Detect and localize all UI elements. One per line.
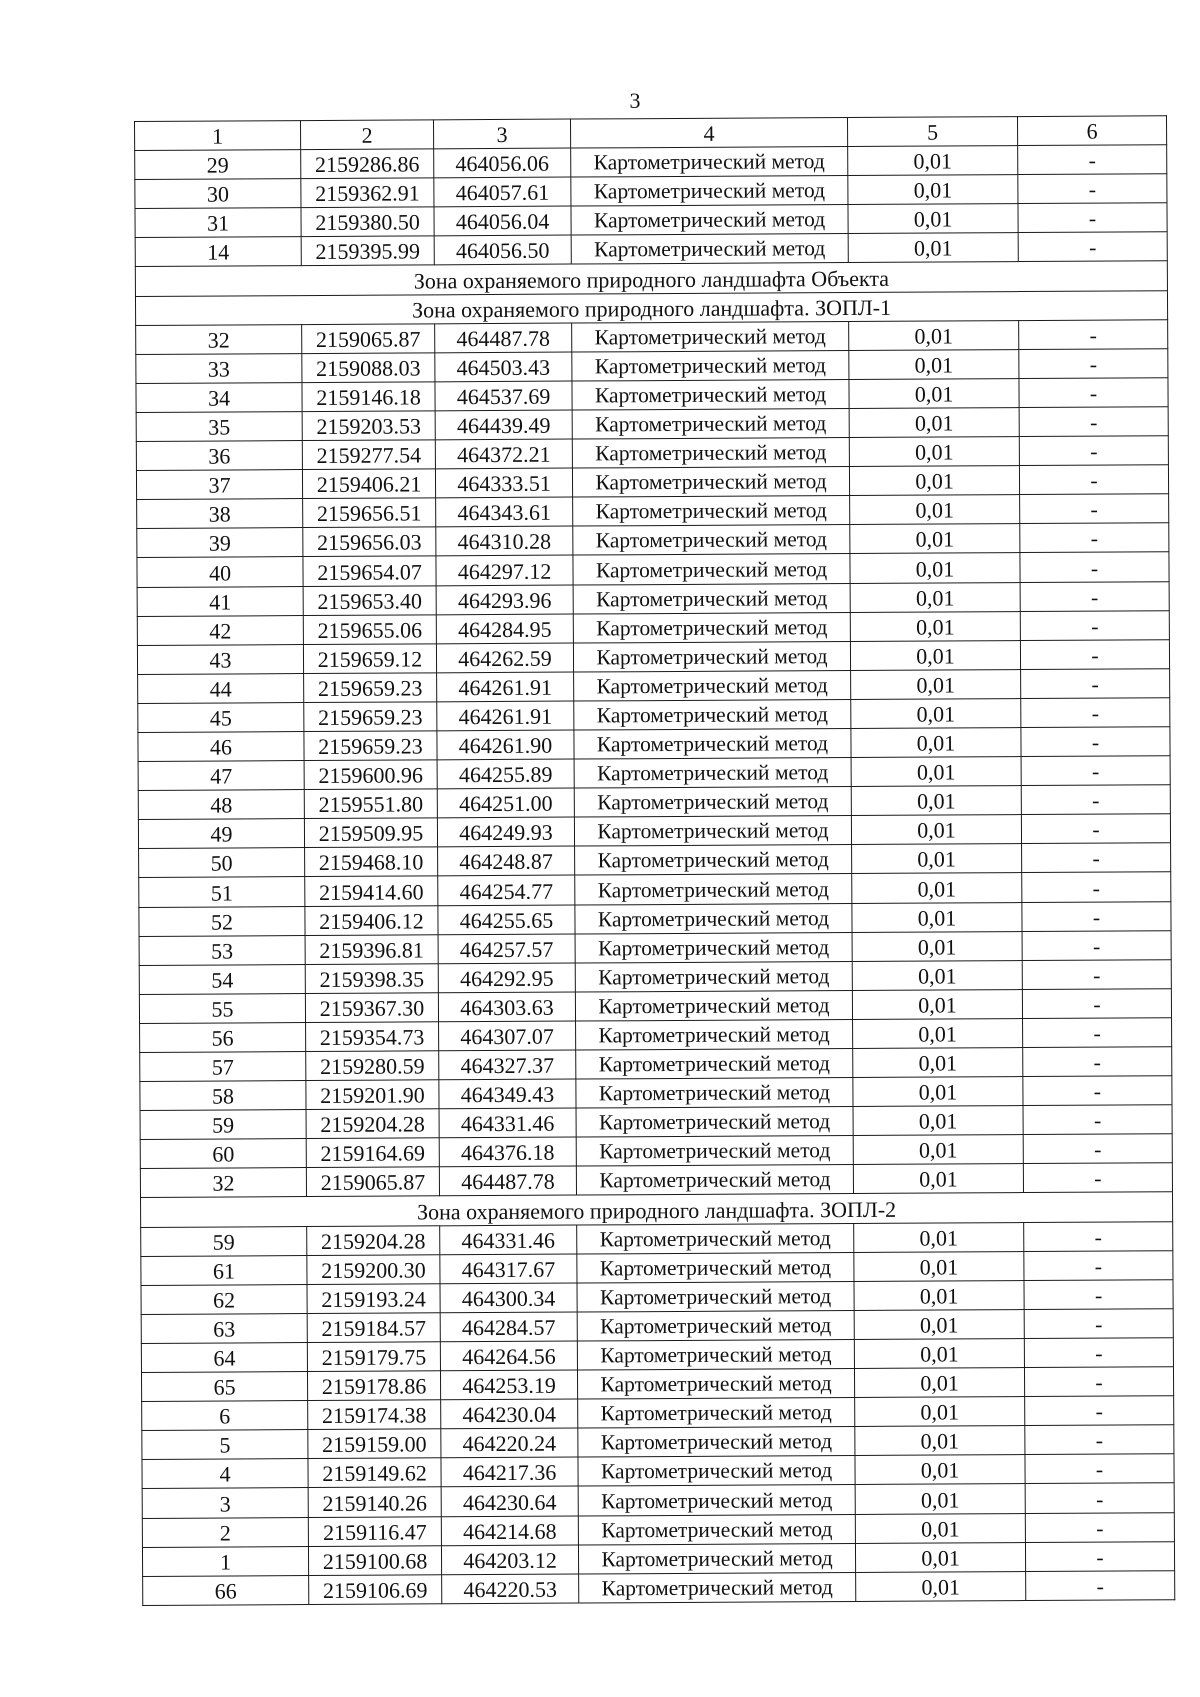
accuracy-cell: 0,01 bbox=[852, 931, 1022, 961]
accuracy-cell: 0,01 bbox=[850, 524, 1020, 554]
y-coordinate-cell: 464372.21 bbox=[435, 439, 572, 469]
point-number-cell: 45 bbox=[138, 702, 304, 732]
column-number: 5 bbox=[847, 117, 1017, 147]
accuracy-cell: 0,01 bbox=[852, 873, 1022, 903]
point-number-cell: 34 bbox=[136, 382, 302, 412]
point-number-cell: 35 bbox=[136, 412, 302, 442]
method-cell: Картометрический метод bbox=[576, 1019, 853, 1050]
note-cell: - bbox=[1023, 1047, 1172, 1077]
y-coordinate-cell: 464376.18 bbox=[439, 1137, 576, 1167]
accuracy-cell: 0,01 bbox=[852, 844, 1022, 874]
note-cell: - bbox=[1022, 901, 1171, 931]
x-coordinate-cell: 2159659.12 bbox=[303, 644, 436, 674]
y-coordinate-cell: 464487.78 bbox=[435, 323, 572, 353]
method-cell: Картометрический метод bbox=[572, 438, 849, 469]
x-coordinate-cell: 2159653.40 bbox=[303, 585, 436, 615]
accuracy-cell: 0,01 bbox=[853, 1135, 1023, 1165]
y-coordinate-cell: 464230.64 bbox=[441, 1486, 578, 1516]
note-cell: - bbox=[1023, 1105, 1172, 1135]
y-coordinate-cell: 464261.91 bbox=[437, 672, 574, 702]
column-number: 4 bbox=[570, 118, 847, 149]
method-cell: Картометрический метод bbox=[573, 612, 850, 643]
note-cell: - bbox=[1023, 1076, 1172, 1106]
note-cell: - bbox=[1025, 1454, 1174, 1484]
y-coordinate-cell: 464317.67 bbox=[440, 1254, 577, 1284]
method-cell: Картометрический метод bbox=[573, 641, 850, 672]
zone-section-title: Зона охраняемого природного ландшафта Объекта bbox=[135, 261, 1167, 296]
y-coordinate-cell: 464537.69 bbox=[435, 381, 572, 411]
point-number-cell: 47 bbox=[138, 761, 304, 791]
point-number-cell: 44 bbox=[138, 673, 304, 703]
x-coordinate-cell: 2159065.87 bbox=[302, 323, 435, 353]
accuracy-cell: 0,01 bbox=[849, 466, 1019, 496]
note-cell: - bbox=[1021, 698, 1170, 728]
note-cell: - bbox=[1019, 319, 1168, 349]
y-coordinate-cell: 464261.91 bbox=[437, 701, 574, 731]
accuracy-cell: 0,01 bbox=[854, 1309, 1024, 1339]
accuracy-cell: 0,01 bbox=[850, 553, 1020, 583]
method-cell: Картометрический метод bbox=[578, 1456, 855, 1487]
x-coordinate-cell: 2159395.99 bbox=[301, 236, 434, 266]
x-coordinate-cell: 2159201.90 bbox=[306, 1080, 439, 1110]
note-cell: - bbox=[1024, 1367, 1173, 1397]
method-cell: Картометрический метод bbox=[572, 379, 849, 410]
point-number-cell: 5 bbox=[142, 1430, 308, 1460]
method-cell: Картометрический метод bbox=[571, 176, 848, 207]
point-number-cell: 46 bbox=[138, 732, 304, 762]
y-coordinate-cell: 464257.57 bbox=[438, 934, 575, 964]
point-number-cell: 55 bbox=[139, 993, 305, 1023]
method-cell: Картометрический метод bbox=[571, 205, 848, 236]
point-number-cell: 53 bbox=[139, 935, 305, 965]
accuracy-cell: 0,01 bbox=[850, 640, 1020, 670]
method-cell: Картометрический метод bbox=[577, 1223, 854, 1254]
accuracy-cell: 0,01 bbox=[852, 902, 1022, 932]
x-coordinate-cell: 2159380.50 bbox=[301, 207, 434, 237]
method-cell: Картометрический метод bbox=[575, 874, 852, 905]
point-number-cell: 49 bbox=[138, 819, 304, 849]
y-coordinate-cell: 464056.50 bbox=[434, 235, 571, 265]
note-cell: - bbox=[1023, 1134, 1172, 1164]
y-coordinate-cell: 464303.63 bbox=[438, 992, 575, 1022]
point-number-cell: 51 bbox=[139, 877, 305, 907]
method-cell: Картометрический метод bbox=[578, 1543, 855, 1574]
note-cell: - bbox=[1021, 727, 1170, 757]
method-cell: Картометрический метод bbox=[578, 1514, 855, 1545]
x-coordinate-cell: 2159406.21 bbox=[302, 469, 435, 499]
accuracy-cell: 0,01 bbox=[848, 204, 1018, 234]
point-number-cell: 29 bbox=[135, 150, 301, 180]
note-cell: - bbox=[1024, 1250, 1173, 1280]
point-number-cell: 58 bbox=[140, 1081, 306, 1111]
method-cell: Картометрический метод bbox=[573, 554, 850, 585]
accuracy-cell: 0,01 bbox=[854, 1280, 1024, 1310]
point-number-cell: 48 bbox=[138, 790, 304, 820]
note-cell: - bbox=[1022, 989, 1171, 1019]
method-cell: Картометрический метод bbox=[577, 1252, 854, 1283]
note-cell: - bbox=[1020, 639, 1169, 669]
point-number-cell: 43 bbox=[137, 644, 303, 674]
x-coordinate-cell: 2159140.26 bbox=[308, 1487, 441, 1517]
point-number-cell: 33 bbox=[136, 353, 302, 383]
method-cell: Картометрический метод bbox=[578, 1398, 855, 1429]
accuracy-cell: 0,01 bbox=[851, 757, 1021, 787]
point-number-cell: 36 bbox=[136, 441, 302, 471]
accuracy-cell: 0,01 bbox=[850, 611, 1020, 641]
point-number-cell: 2 bbox=[142, 1517, 308, 1547]
point-number-cell: 3 bbox=[142, 1488, 308, 1518]
y-coordinate-cell: 464487.78 bbox=[439, 1166, 576, 1196]
method-cell: Картометрический метод bbox=[571, 234, 848, 265]
column-number: 6 bbox=[1017, 116, 1166, 146]
method-cell: Картометрический метод bbox=[574, 758, 851, 789]
accuracy-cell: 0,01 bbox=[853, 1048, 1023, 1078]
method-cell: Картометрический метод bbox=[577, 1339, 854, 1370]
accuracy-cell: 0,01 bbox=[852, 960, 1022, 990]
x-coordinate-cell: 2159354.73 bbox=[306, 1022, 439, 1052]
note-cell: - bbox=[1019, 378, 1168, 408]
x-coordinate-cell: 2159659.23 bbox=[304, 673, 437, 703]
x-coordinate-cell: 2159600.96 bbox=[304, 760, 437, 790]
x-coordinate-cell: 2159280.59 bbox=[306, 1051, 439, 1081]
x-coordinate-cell: 2159174.38 bbox=[308, 1400, 441, 1430]
y-coordinate-cell: 464217.36 bbox=[441, 1457, 578, 1487]
x-coordinate-cell: 2159088.03 bbox=[302, 353, 435, 383]
note-cell: - bbox=[1020, 610, 1169, 640]
accuracy-cell: 0,01 bbox=[849, 407, 1019, 437]
y-coordinate-cell: 464307.07 bbox=[439, 1021, 576, 1051]
point-number-cell: 32 bbox=[136, 324, 302, 354]
point-number-cell: 62 bbox=[141, 1284, 307, 1314]
point-number-cell: 59 bbox=[140, 1110, 306, 1140]
accuracy-cell: 0,01 bbox=[853, 1077, 1023, 1107]
method-cell: Картометрический метод bbox=[578, 1427, 855, 1458]
x-coordinate-cell: 2159654.07 bbox=[303, 556, 436, 586]
y-coordinate-cell: 464349.43 bbox=[439, 1079, 576, 1109]
accuracy-cell: 0,01 bbox=[851, 698, 1021, 728]
y-coordinate-cell: 464248.87 bbox=[438, 846, 575, 876]
coordinates-table-wrapper bbox=[134, 115, 1174, 1606]
method-cell: Картометрический метод bbox=[576, 1078, 853, 1109]
x-coordinate-cell: 2159656.03 bbox=[303, 527, 436, 557]
note-cell: - bbox=[1026, 1570, 1175, 1600]
accuracy-cell: 0,01 bbox=[849, 349, 1019, 379]
x-coordinate-cell: 2159159.00 bbox=[308, 1429, 441, 1459]
accuracy-cell: 0,01 bbox=[849, 437, 1019, 467]
method-cell: Картометрический метод bbox=[575, 845, 852, 876]
method-cell: Картометрический метод bbox=[572, 408, 849, 439]
x-coordinate-cell: 2159398.35 bbox=[305, 964, 438, 994]
y-coordinate-cell: 464057.61 bbox=[434, 177, 571, 207]
x-coordinate-cell: 2159656.51 bbox=[303, 498, 436, 528]
point-number-cell: 14 bbox=[135, 237, 301, 267]
method-cell: Картометрический метод bbox=[576, 1107, 853, 1138]
method-cell: Картометрический метод bbox=[575, 961, 852, 992]
accuracy-cell: 0,01 bbox=[850, 582, 1020, 612]
method-cell: Картометрический метод bbox=[577, 1281, 854, 1312]
method-cell: Картометрический метод bbox=[573, 525, 850, 556]
x-coordinate-cell: 2159178.86 bbox=[307, 1371, 440, 1401]
accuracy-cell: 0,01 bbox=[853, 1018, 1023, 1048]
note-cell: - bbox=[1025, 1541, 1174, 1571]
y-coordinate-cell: 464284.57 bbox=[440, 1312, 577, 1342]
note-cell: - bbox=[1024, 1338, 1173, 1368]
zone-section-title: Зона охраняемого природного ландшафта. ЗОПЛ-1 bbox=[135, 290, 1167, 325]
method-cell: Картометрический метод bbox=[575, 990, 852, 1021]
y-coordinate-cell: 464331.46 bbox=[440, 1225, 577, 1255]
note-cell: - bbox=[1024, 1309, 1173, 1339]
method-cell: Картометрический метод bbox=[579, 1572, 856, 1603]
accuracy-cell: 0,01 bbox=[856, 1571, 1026, 1601]
accuracy-cell: 0,01 bbox=[848, 175, 1018, 205]
accuracy-cell: 0,01 bbox=[853, 1106, 1023, 1136]
accuracy-cell: 0,01 bbox=[855, 1455, 1025, 1485]
table-row bbox=[143, 1570, 1175, 1605]
note-cell: - bbox=[1022, 843, 1171, 873]
y-coordinate-cell: 464297.12 bbox=[436, 555, 573, 585]
y-coordinate-cell: 464293.96 bbox=[436, 585, 573, 615]
note-cell: - bbox=[1020, 494, 1169, 524]
table-body bbox=[135, 145, 1175, 1605]
column-number: 2 bbox=[301, 120, 434, 150]
accuracy-cell: 0,01 bbox=[854, 1338, 1024, 1368]
x-coordinate-cell: 2159100.68 bbox=[308, 1545, 441, 1575]
y-coordinate-cell: 464251.00 bbox=[437, 788, 574, 818]
note-cell: - bbox=[1021, 814, 1170, 844]
method-cell: Картометрический метод bbox=[572, 321, 849, 352]
y-coordinate-cell: 464220.24 bbox=[441, 1428, 578, 1458]
point-number-cell: 6 bbox=[142, 1401, 308, 1431]
page-number: 3 bbox=[629, 88, 641, 113]
x-coordinate-cell: 2159277.54 bbox=[302, 440, 435, 470]
accuracy-cell: 0,01 bbox=[849, 320, 1019, 350]
y-coordinate-cell: 464249.93 bbox=[437, 817, 574, 847]
method-cell: Картометрический метод bbox=[576, 1049, 853, 1080]
point-number-cell: 38 bbox=[137, 499, 303, 529]
point-number-cell: 52 bbox=[139, 906, 305, 936]
method-cell: Картометрический метод bbox=[571, 147, 848, 178]
x-coordinate-cell: 2159193.24 bbox=[307, 1284, 440, 1314]
note-cell: - bbox=[1021, 756, 1170, 786]
note-cell: - bbox=[1021, 785, 1170, 815]
method-cell: Картометрический метод bbox=[574, 816, 851, 847]
y-coordinate-cell: 464253.19 bbox=[440, 1370, 577, 1400]
y-coordinate-cell: 464255.89 bbox=[437, 759, 574, 789]
method-cell: Картометрический метод bbox=[577, 1310, 854, 1341]
y-coordinate-cell: 464333.51 bbox=[435, 468, 572, 498]
point-number-cell: 41 bbox=[137, 586, 303, 616]
accuracy-cell: 0,01 bbox=[848, 233, 1018, 263]
note-cell: - bbox=[1019, 436, 1168, 466]
accuracy-cell: 0,01 bbox=[849, 378, 1019, 408]
x-coordinate-cell: 2159179.75 bbox=[307, 1342, 440, 1372]
x-coordinate-cell: 2159149.62 bbox=[308, 1458, 441, 1488]
accuracy-cell: 0,01 bbox=[855, 1426, 1025, 1456]
note-cell: - bbox=[1023, 1018, 1172, 1048]
note-cell: - bbox=[1019, 465, 1168, 495]
note-cell: - bbox=[1018, 203, 1167, 233]
y-coordinate-cell: 464056.06 bbox=[434, 148, 571, 178]
point-number-cell: 66 bbox=[143, 1575, 309, 1605]
method-cell: Картометрический метод bbox=[575, 932, 852, 963]
point-number-cell: 37 bbox=[136, 470, 302, 500]
note-cell: - bbox=[1019, 348, 1168, 378]
point-number-cell: 60 bbox=[140, 1139, 306, 1169]
method-cell: Картометрический метод bbox=[572, 467, 849, 498]
y-coordinate-cell: 464300.34 bbox=[440, 1283, 577, 1313]
accuracy-cell: 0,01 bbox=[852, 989, 1022, 1019]
point-number-cell: 59 bbox=[141, 1226, 307, 1256]
y-coordinate-cell: 464203.12 bbox=[441, 1545, 578, 1575]
x-coordinate-cell: 2159509.95 bbox=[304, 818, 437, 848]
x-coordinate-cell: 2159164.69 bbox=[306, 1138, 439, 1168]
method-cell: Картометрический метод bbox=[573, 583, 850, 614]
x-coordinate-cell: 2159286.86 bbox=[301, 149, 434, 179]
y-coordinate-cell: 464503.43 bbox=[435, 352, 572, 382]
y-coordinate-cell: 464220.53 bbox=[442, 1574, 579, 1604]
x-coordinate-cell: 2159655.06 bbox=[303, 614, 436, 644]
accuracy-cell: 0,01 bbox=[850, 495, 1020, 525]
method-cell: Картометрический метод bbox=[576, 1136, 853, 1167]
note-cell: - bbox=[1018, 232, 1167, 262]
x-coordinate-cell: 2159659.23 bbox=[304, 731, 437, 761]
note-cell: - bbox=[1022, 872, 1171, 902]
method-cell: Картометрический метод bbox=[573, 496, 850, 527]
x-coordinate-cell: 2159184.57 bbox=[307, 1313, 440, 1343]
y-coordinate-cell: 464331.46 bbox=[439, 1108, 576, 1138]
coordinates-table bbox=[134, 115, 1175, 1606]
x-coordinate-cell: 2159362.91 bbox=[301, 178, 434, 208]
y-coordinate-cell: 464343.61 bbox=[436, 497, 573, 527]
method-cell: Картометрический метод bbox=[574, 728, 851, 759]
column-number: 1 bbox=[135, 121, 301, 151]
point-number-cell: 50 bbox=[139, 848, 305, 878]
accuracy-cell: 0,01 bbox=[853, 1164, 1023, 1194]
y-coordinate-cell: 464255.65 bbox=[438, 905, 575, 935]
point-number-cell: 56 bbox=[140, 1022, 306, 1052]
note-cell: - bbox=[1022, 930, 1171, 960]
y-coordinate-cell: 464230.04 bbox=[441, 1399, 578, 1429]
accuracy-cell: 0,01 bbox=[855, 1397, 1025, 1427]
x-coordinate-cell: 2159414.60 bbox=[305, 876, 438, 906]
x-coordinate-cell: 2159551.80 bbox=[304, 789, 437, 819]
point-number-cell: 32 bbox=[140, 1168, 306, 1198]
note-cell: - bbox=[1018, 174, 1167, 204]
note-cell: - bbox=[1025, 1512, 1174, 1542]
method-cell: Картометрический метод bbox=[574, 787, 851, 818]
point-number-cell: 65 bbox=[141, 1372, 307, 1402]
point-number-cell: 1 bbox=[142, 1546, 308, 1576]
x-coordinate-cell: 2159203.53 bbox=[302, 411, 435, 441]
y-coordinate-cell: 464254.77 bbox=[438, 875, 575, 905]
y-coordinate-cell: 464262.59 bbox=[436, 643, 573, 673]
accuracy-cell: 0,01 bbox=[851, 815, 1021, 845]
accuracy-cell: 0,01 bbox=[855, 1542, 1025, 1572]
accuracy-cell: 0,01 bbox=[851, 786, 1021, 816]
note-cell: - bbox=[1019, 407, 1168, 437]
x-coordinate-cell: 2159406.12 bbox=[305, 905, 438, 935]
column-number: 3 bbox=[433, 119, 570, 149]
x-coordinate-cell: 2159146.18 bbox=[302, 382, 435, 412]
accuracy-cell: 0,01 bbox=[851, 728, 1021, 758]
point-number-cell: 61 bbox=[141, 1255, 307, 1285]
x-coordinate-cell: 2159396.81 bbox=[305, 934, 438, 964]
point-number-cell: 39 bbox=[137, 528, 303, 558]
method-cell: Картометрический метод bbox=[574, 699, 851, 730]
point-number-cell: 54 bbox=[139, 964, 305, 994]
note-cell: - bbox=[1025, 1425, 1174, 1455]
point-number-cell: 4 bbox=[142, 1459, 308, 1489]
y-coordinate-cell: 464439.49 bbox=[435, 410, 572, 440]
note-cell: - bbox=[1020, 523, 1169, 553]
point-number-cell: 40 bbox=[137, 557, 303, 587]
note-cell: - bbox=[1024, 1221, 1173, 1251]
x-coordinate-cell: 2159106.69 bbox=[309, 1574, 442, 1604]
point-number-cell: 57 bbox=[140, 1052, 306, 1082]
note-cell: - bbox=[1018, 145, 1167, 175]
note-cell: - bbox=[1020, 581, 1169, 611]
y-coordinate-cell: 464264.56 bbox=[440, 1341, 577, 1371]
y-coordinate-cell: 464310.28 bbox=[436, 526, 573, 556]
x-coordinate-cell: 2159116.47 bbox=[308, 1516, 441, 1546]
point-number-cell: 31 bbox=[135, 208, 301, 238]
x-coordinate-cell: 2159204.28 bbox=[306, 1109, 439, 1139]
point-number-cell: 42 bbox=[137, 615, 303, 645]
y-coordinate-cell: 464292.95 bbox=[438, 963, 575, 993]
x-coordinate-cell: 2159659.23 bbox=[304, 702, 437, 732]
method-cell: Картометрический метод bbox=[575, 903, 852, 934]
point-number-cell: 30 bbox=[135, 179, 301, 209]
y-coordinate-cell: 464056.04 bbox=[434, 206, 571, 236]
x-coordinate-cell: 2159200.30 bbox=[307, 1254, 440, 1284]
point-number-cell: 63 bbox=[141, 1313, 307, 1343]
note-cell: - bbox=[1025, 1483, 1174, 1513]
note-cell: - bbox=[1020, 552, 1169, 582]
point-number-cell: 64 bbox=[141, 1342, 307, 1372]
zone-section-title: Зона охраняемого природного ландшафта. ЗОПЛ-2 bbox=[141, 1192, 1173, 1227]
y-coordinate-cell: 464261.90 bbox=[437, 730, 574, 760]
note-cell: - bbox=[1021, 669, 1170, 699]
x-coordinate-cell: 2159468.10 bbox=[305, 847, 438, 877]
accuracy-cell: 0,01 bbox=[855, 1484, 1025, 1514]
y-coordinate-cell: 464284.95 bbox=[436, 614, 573, 644]
note-cell: - bbox=[1022, 959, 1171, 989]
y-coordinate-cell: 464327.37 bbox=[439, 1050, 576, 1080]
x-coordinate-cell: 2159065.87 bbox=[306, 1167, 439, 1197]
accuracy-cell: 0,01 bbox=[855, 1513, 1025, 1543]
accuracy-cell: 0,01 bbox=[848, 146, 1018, 176]
note-cell: - bbox=[1023, 1163, 1172, 1193]
method-cell: Картометрический метод bbox=[576, 1165, 853, 1196]
note-cell: - bbox=[1024, 1279, 1173, 1309]
method-cell: Картометрический метод bbox=[574, 670, 851, 701]
accuracy-cell: 0,01 bbox=[854, 1368, 1024, 1398]
method-cell: Картометрический метод bbox=[572, 350, 849, 381]
x-coordinate-cell: 2159204.28 bbox=[307, 1225, 440, 1255]
method-cell: Картометрический метод bbox=[577, 1369, 854, 1400]
x-coordinate-cell: 2159367.30 bbox=[305, 993, 438, 1023]
accuracy-cell: 0,01 bbox=[854, 1222, 1024, 1252]
y-coordinate-cell: 464214.68 bbox=[441, 1516, 578, 1546]
accuracy-cell: 0,01 bbox=[851, 669, 1021, 699]
accuracy-cell: 0,01 bbox=[854, 1251, 1024, 1281]
method-cell: Картометрический метод bbox=[578, 1485, 855, 1516]
note-cell: - bbox=[1025, 1396, 1174, 1426]
